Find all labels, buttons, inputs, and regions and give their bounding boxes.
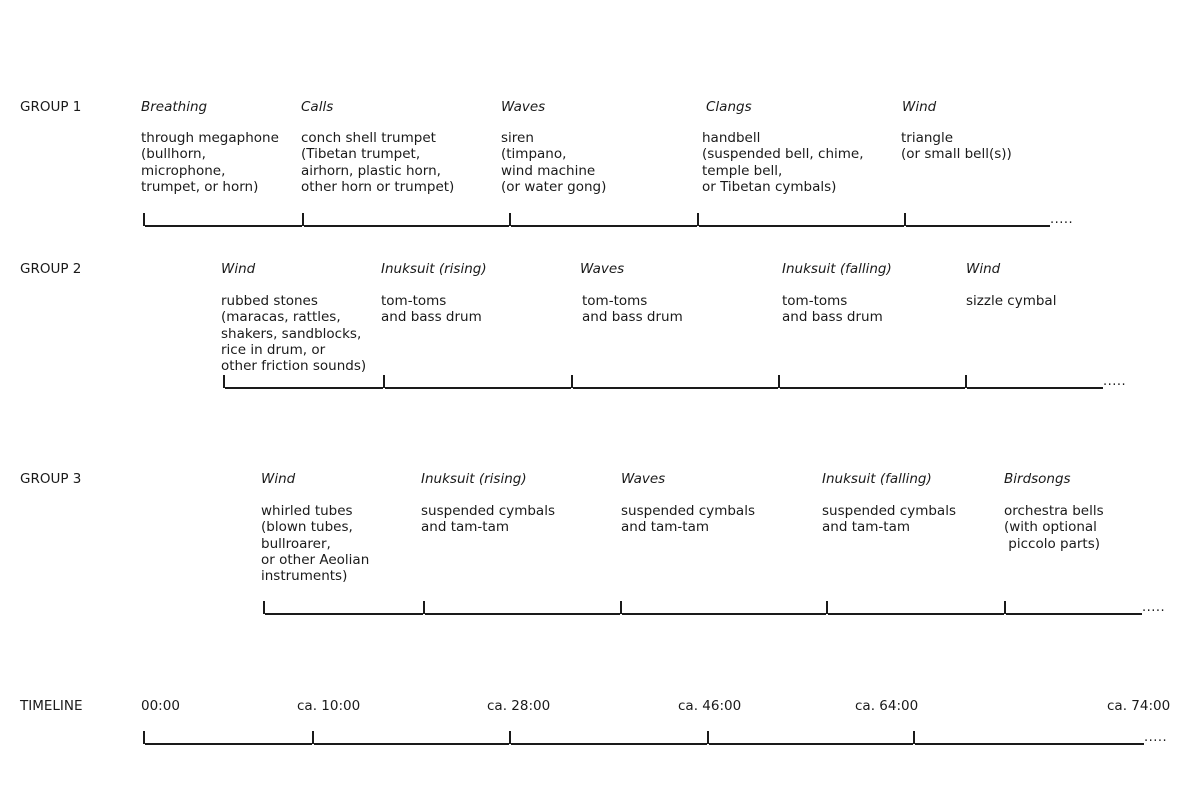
section-instruments: rubbed stones (maracas, rattles, shakers, sandblocks, rice in drum, or other friction sounds) [221,293,367,375]
continuation-dots: ..... [1050,212,1074,227]
time-mark: ca. 46:00 [678,698,742,714]
section-instruments: suspended cymbals and tam-tam [822,503,956,536]
group-label: GROUP 3 [20,471,82,487]
section-instruments: conch shell trumpet (Tibetan trumpet, airhorn, plastic horn, other horn or trumpet) [301,130,455,195]
time-mark: ca. 64:00 [855,698,919,714]
time-mark: 00:00 [141,698,180,714]
section-title: Waves [621,471,666,487]
section-instruments: suspended cymbals and tam-tam [621,503,755,536]
time-mark: ca. 10:00 [297,698,361,714]
section-title: Inuksuit (rising) [421,471,527,487]
section-instruments: tom-toms and bass drum [782,293,883,326]
continuation-dots: ..... [1144,730,1168,745]
section-instruments: orchestra bells (with optional piccolo parts) [1004,503,1104,552]
section-title: Breathing [141,99,208,115]
section-instruments: tom-toms and bass drum [582,293,683,326]
section-title: Inuksuit (falling) [822,471,932,487]
section-title: Inuksuit (rising) [381,261,487,277]
section-instruments: whirled tubes (blown tubes, bullroarer, or other Aeolian instruments) [261,503,370,585]
section-title: Wind [966,261,1001,277]
continuation-dots: ..... [1103,374,1127,389]
section-instruments: tom-toms and bass drum [381,293,482,326]
continuation-dots: ..... [1142,600,1166,615]
section-instruments: through megaphone (bullhorn, microphone, trumpet, or horn) [141,130,279,195]
section-instruments: siren (timpano, wind machine (or water gong) [501,130,607,195]
section-instruments: triangle (or small bell(s)) [901,130,1012,163]
time-mark: ca. 28:00 [487,698,551,714]
section-title: Inuksuit (falling) [782,261,892,277]
group-label: GROUP 1 [20,99,82,115]
section-title: Wind [261,471,296,487]
section-title: Clangs [706,99,752,115]
section-title: Birdsongs [1004,471,1071,487]
group-label: GROUP 2 [20,261,82,277]
section-title: Wind [902,99,937,115]
section-title: Wind [221,261,256,277]
section-instruments: sizzle cymbal [966,293,1057,309]
section-title: Waves [580,261,625,277]
section-instruments: handbell (suspended bell, chime, temple bell, or Tibetan cymbals) [702,130,864,195]
section-title: Waves [501,99,546,115]
section-title: Calls [301,99,334,115]
time-mark: ca. 74:00 [1107,698,1171,714]
section-instruments: suspended cymbals and tam-tam [421,503,555,536]
timeline-label: TIMELINE [20,698,83,714]
